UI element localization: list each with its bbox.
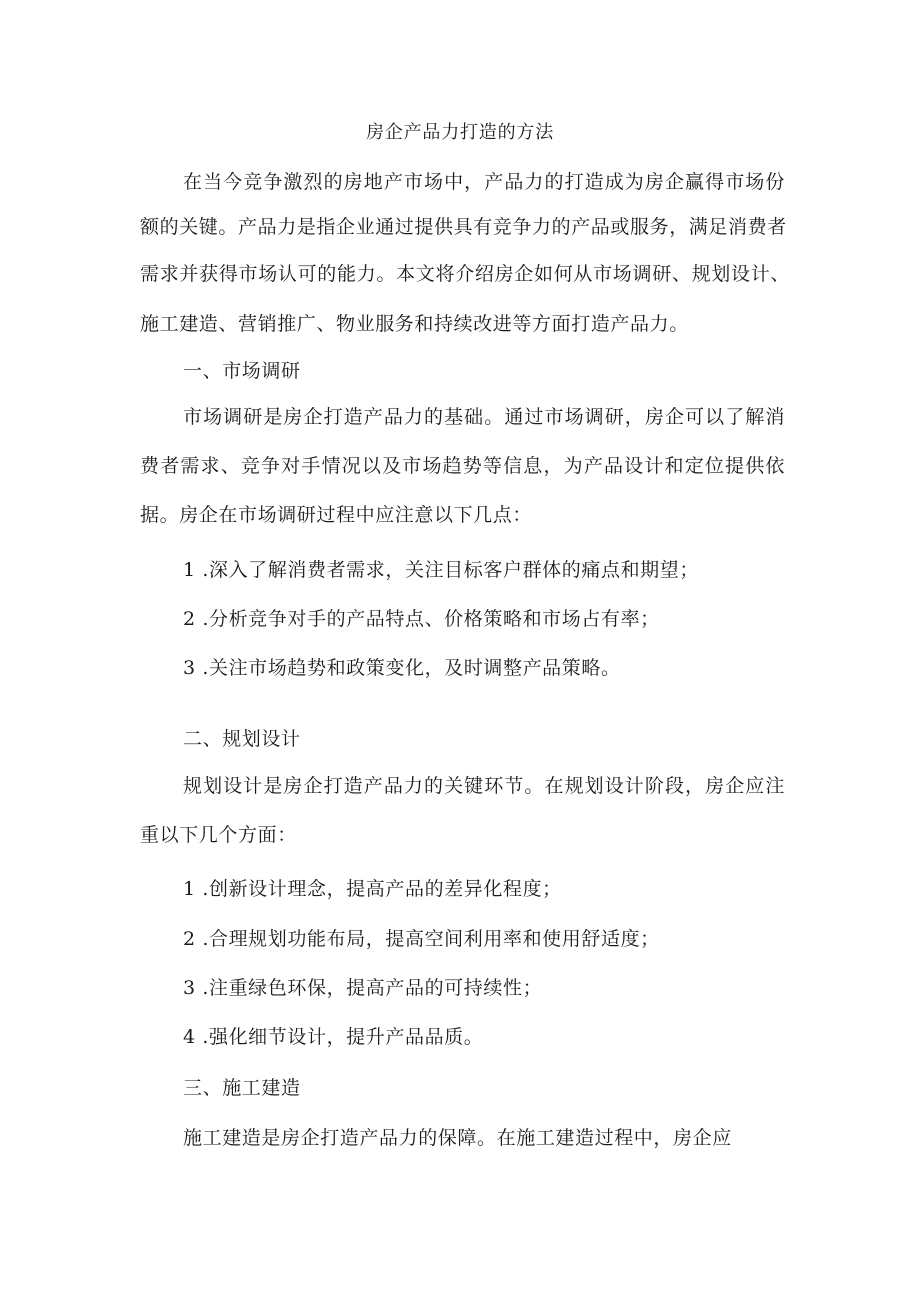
section-heading: 一、市场调研 — [183, 360, 301, 382]
list-item: 3 .关注市场趋势和政策变化，及时调整产品策略。 — [183, 657, 621, 679]
list-item: 2 .合理规划功能布局，提高空间利用率和使用舒适度； — [183, 928, 660, 950]
intro-line-3: 需求并获得市场认可的能力。本文将介绍房企如何从市场调研、规划设计、 — [140, 263, 790, 285]
list-item: 3 .注重绿色环保，提高产品的可持续性； — [183, 977, 543, 999]
section-paragraph-line: 重以下几个方面： — [140, 824, 297, 846]
list-item: 1 .深入了解消费者需求，关注目标客户群体的痛点和期望； — [183, 559, 699, 581]
section-heading: 三、施工建造 — [183, 1077, 301, 1099]
intro-line-2: 额的关键。产品力是指企业通过提供具有竞争力的产品或服务，满足消费者 — [140, 216, 787, 238]
section-heading: 二、规划设计 — [183, 728, 301, 750]
section-paragraph-line: 费者需求、竞争对手情况以及市场趋势等信息，为产品设计和定位提供依 — [140, 455, 785, 477]
list-item: 4 .强化细节设计，提升产品品质。 — [183, 1026, 484, 1048]
list-item: 2 .分析竞争对手的产品特点、价格策略和市场占有率； — [183, 608, 660, 630]
section-paragraph-line: 施工建造是房企打造产品力的保障。在施工建造过程中，房企应 — [183, 1127, 732, 1149]
section-paragraph-line: 市场调研是房企打造产品力的基础。通过市场调研，房企可以了解消 — [183, 406, 785, 428]
section-paragraph-line: 据。房企在市场调研过程中应注意以下几点： — [140, 504, 533, 526]
intro-line-1: 在当今竞争激烈的房地产市场中，产品力的打造成为房企赢得市场份 — [183, 171, 785, 193]
list-item: 1 .创新设计理念，提高产品的差异化程度； — [183, 878, 562, 900]
intro-line-4: 施工建造、营销推广、物业服务和持续改进等方面打造产品力。 — [140, 313, 689, 335]
section-paragraph-line: 规划设计是房企打造产品力的关键环节。在规划设计阶段，房企应注 — [183, 775, 785, 797]
document-title: 房企产品力打造的方法 — [366, 122, 554, 143]
